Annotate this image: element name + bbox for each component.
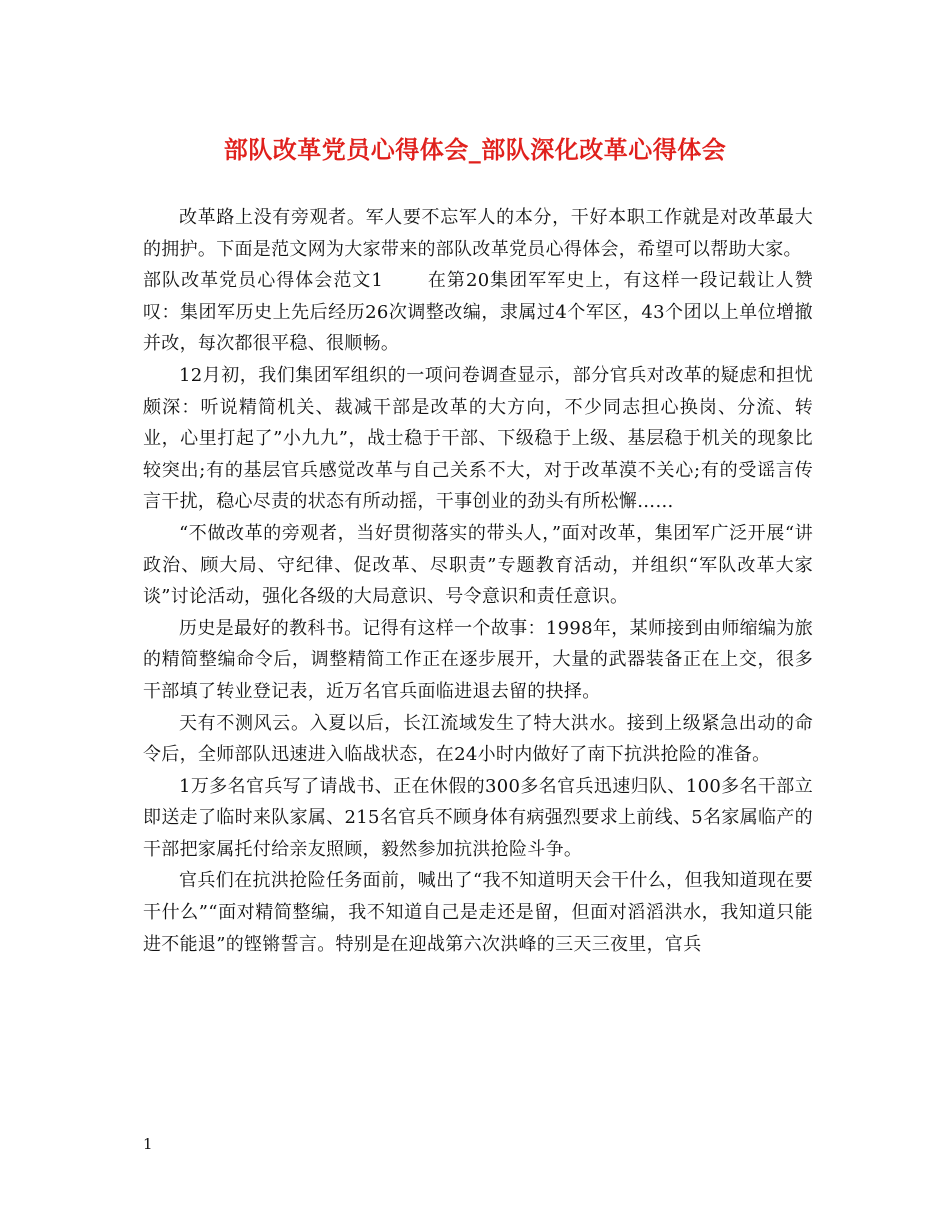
paragraph-education: “不做改革的旁观者，当好贯彻落实的带头人，”面对改革，集团军广泛开展“讲政治、顾大局、守纪律、促改革、尽职责”专题教育活动，并组织“军队改革大家谈”讨论活动，强化各级的大局意识、号令意识和责任意识。 — [143, 522, 813, 608]
paragraph-volunteers: 1万多名官兵写了请战书、正在休假的300多名官兵迅速归队、100多名干部立即送走了临时来队家属、215名官兵不顾身体有病强烈要求上前线、5名家属临产的干部把家属托付给亲友照顾，毅然参加抗洪抢险斗争。 — [143, 775, 813, 860]
paragraph-flood: 天有不测风云。入夏以后，长江流域发生了特大洪水。接到上级紧急出动的命令后，全师部队迅速进入临战状态，在24小时内做好了南下抗洪抢险的准备。 — [143, 712, 813, 766]
paragraph-history: 历史是最好的教科书。记得有这样一个故事：1998年，某师接到由师缩编为旅的精简整编命令后，调整精简工作正在逐步展开，大量的武器装备正在上交，很多干部填了转业登记表，近万名官兵面临进退去留的抉择。 — [143, 617, 813, 702]
section-heading: 部队改革党员心得体会范文1 — [143, 270, 384, 292]
paragraph-oath: 官兵们在抗洪抢险任务面前，喊出了“我不知道明天会干什么，但我知道现在要干什么”“面对精简整编，我不知道自己是走还是留，但面对滔滔洪水，我知道只能进不能退”的铿锵誓言。特别是在迎战第六次洪峰的三天三夜里，官兵 — [143, 870, 813, 955]
paragraph-survey: 12月初，我们集团军组织的一项问卷调查显示，部分官兵对改革的疑虑和担忧颇深：听说精简机关、裁减干部是改革的大方向，不少同志担心换岗、分流、转业，心里打起了”小九九”，战士稳于干部、下级稳于上级、基层稳于机关的现象比较突出;有的基层官兵感觉改革与自己关系不大，对于改革漠不关心;有的受谣言传言干扰，稳心尽责的状态有所动摇，干事创业的劲头有所松懈…… — [143, 364, 813, 513]
page-number: 1 — [143, 1135, 153, 1153]
paragraph-section-1 — [143, 265, 813, 360]
paragraph-intro: 改革路上没有旁观者。军人要不忘军人的本分，干好本职工作就是对改革最大的拥护。下面是范文网为大家带来的部队改革党员心得体会，希望可以帮助大家。 — [143, 207, 813, 260]
document-title: 部队改革党员心得体会_部队深化改革心得体会 — [223, 135, 727, 164]
document-body — [143, 202, 813, 960]
section-text: 在第20集团军军史上，有这样一段记载让人赞叹：集团军历史上先后经历26次调整改编，隶属过4个军区，43个团以上单位增撤并改，每次都很平稳、很顺畅。 — [143, 270, 813, 355]
